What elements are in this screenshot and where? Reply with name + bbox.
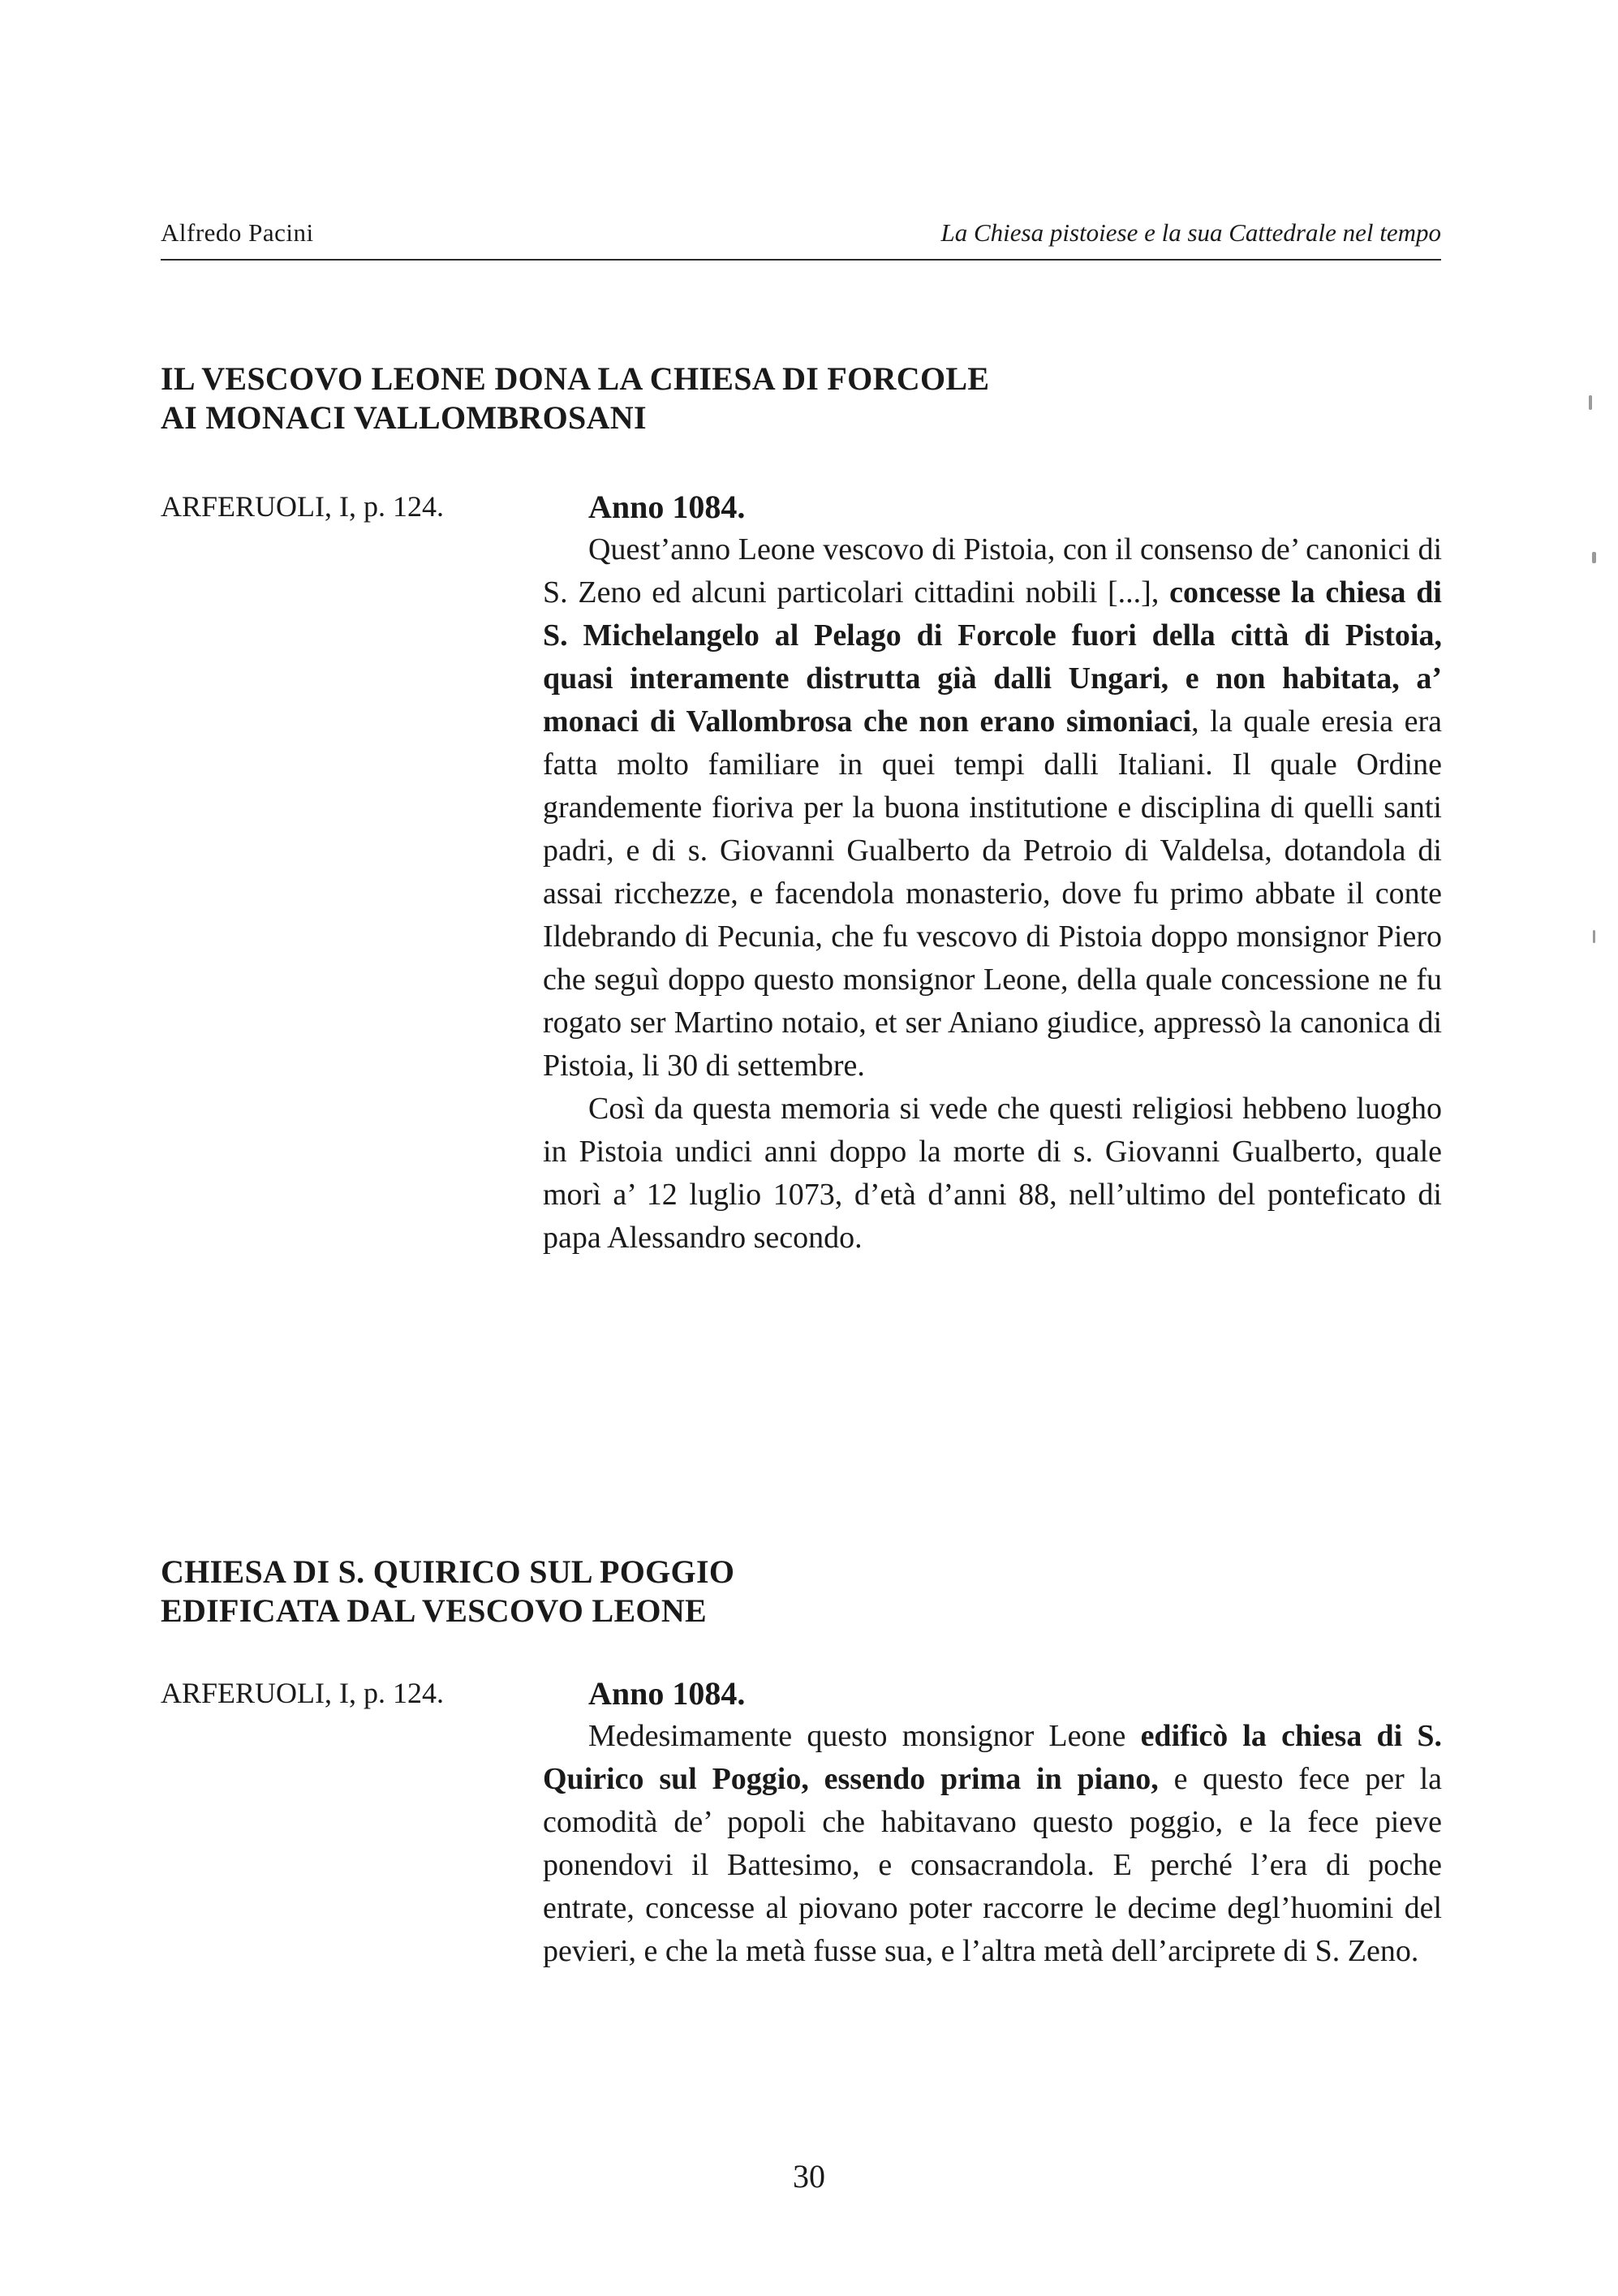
page-number: 30 (793, 2158, 825, 2195)
entry-paragraph (543, 1715, 1442, 1973)
scan-speck (1593, 930, 1595, 943)
running-header (161, 213, 1441, 261)
text-run: e questo fece per la comodità de’ popoli che habitavano questo poggio, e la fece pieve ponendovi il Battesimo, e consacrandola. E perché l’era di poche entrate, concesse al piovano poter raccorre le decime degl’huomini del pevieri, e che la metà fusse sua, e l’altra metà dell’arciprete di S. Zeno. (543, 1762, 1443, 1968)
text-run: , la quale eresia era fatta molto familiare in quei tempi dalli Italiani. Il quale Ordine grandemente fioriva per la buona institutione e disciplina di quelli santi padri, e di s. Giovanni Gualberto da Petroio di Valdelsa, dotandola di assai ricchezze, e facendola monasterio, dove fu primo abbate il conte Ildebrando di Pecunia, che fu vescovo di Pistoia doppo monsignor Piero che seguì doppo questo monsignor Leone, della quale concessione ne fu rogato ser Martino notaio, et ser Aniano giudice, appressò la canonica di Pistoia, li 30 di settembre. (543, 704, 1442, 1083)
highlighted-text: concesse la chiesa di S. Michelangelo al Pelago di Forcole fuori della città di Pistoia, quasi interamente distrutta già dalli Ungari, e non habitata, a’ monaci di Vallombrosa che non erano simoniaci (543, 575, 1442, 739)
text-run: Quest’anno Leone vescovo di Pistoia, con il consenso de’ canonici di S. Zeno ed alcuni particolari cittadini nobili [...], (543, 532, 1442, 610)
entry-paragraph (543, 528, 1442, 1088)
source-reference-1: ARFERUOLI, I, p. 124. (161, 490, 444, 523)
header-book-title: La Chiesa pistoiese e la sua Cattedrale nel tempo (940, 218, 1441, 247)
scan-speck (1589, 395, 1592, 410)
section-heading-2 (161, 1553, 734, 1630)
text-run: Medesimamente questo monsignor Leone (588, 1719, 1141, 1753)
scan-speck (1592, 552, 1596, 563)
section-heading-line: AI MONACI VALLOMBROSANI (161, 399, 647, 436)
entry-paragraph: Così da questa memoria si vede che questi religiosi hebbeno luogho in Pistoia undici anni doppo la morte di s. Giovanni Gualberto, quale morì a’ 12 luglio 1073, d’età d’anni 88, nell’ultimo del ponteficato di papa Alessandro secondo. (543, 1092, 1442, 1255)
highlighted-text: edificò la chiesa di S. Quirico sul Poggio, essendo prima in piano, (543, 1719, 1442, 1796)
entry-1 (543, 485, 1442, 1260)
entry-year: Anno 1084. (588, 489, 746, 525)
entry-2 (543, 1672, 1442, 1973)
section-heading-line: CHIESA DI S. QUIRICO SUL POGGIO (161, 1553, 735, 1590)
section-heading-line: IL VESCOVO LEONE DONA LA CHIESA DI FORCOLE (161, 360, 990, 397)
section-heading-line: EDIFICATA DAL VESCOVO LEONE (161, 1592, 708, 1629)
entry-year: Anno 1084. (588, 1675, 746, 1712)
section-heading-1 (161, 360, 989, 437)
header-author: Alfredo Pacini (161, 218, 314, 247)
source-reference-2: ARFERUOLI, I, p. 124. (161, 1677, 444, 1709)
